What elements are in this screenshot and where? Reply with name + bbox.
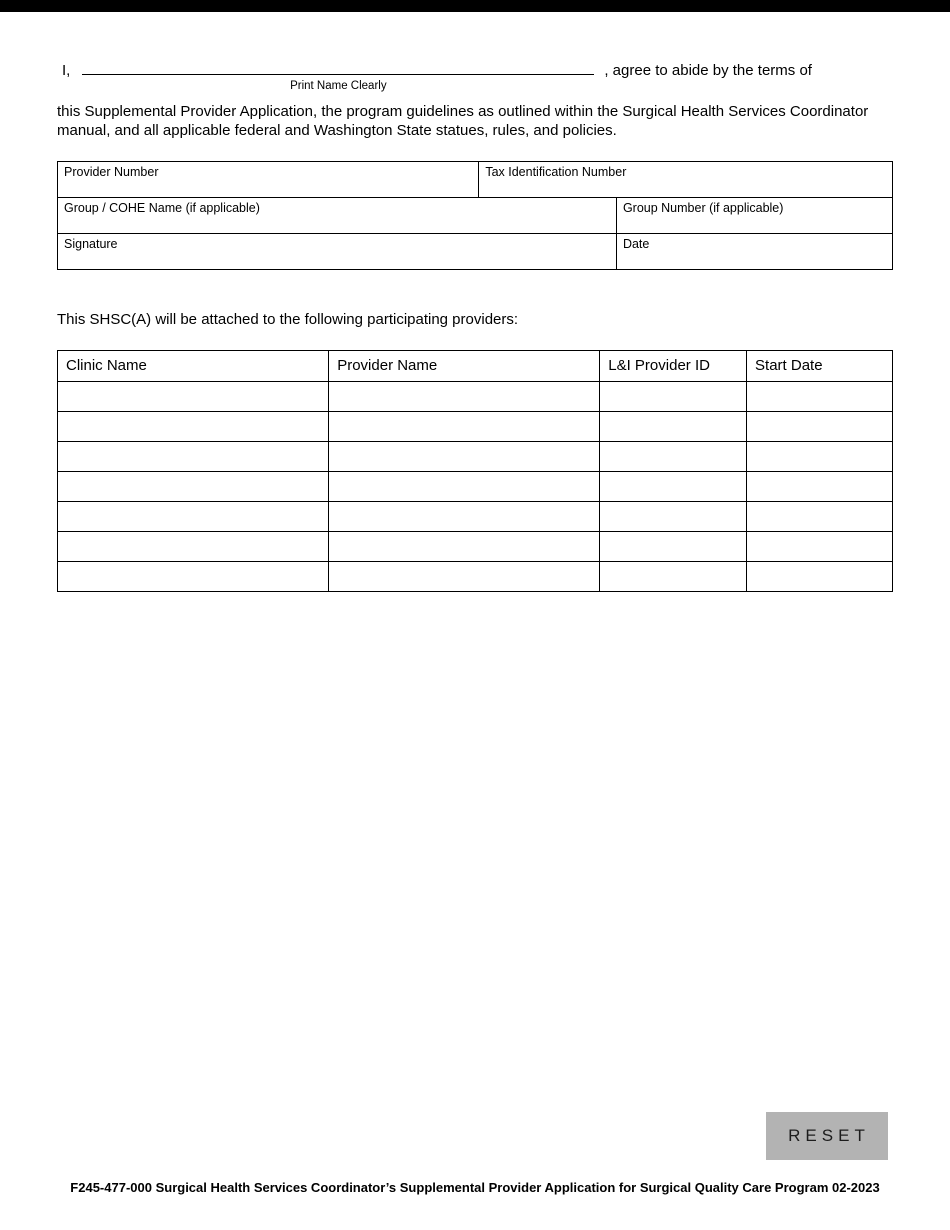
- agreement-intro-line: [57, 55, 893, 92]
- agreement-suffix: , agree to abide by the terms of: [604, 62, 812, 79]
- print-name-caption: Print Name Clearly: [290, 80, 387, 92]
- provider-name-cell[interactable]: [328, 382, 599, 411]
- top-bar: [0, 0, 950, 12]
- agreement-body-text: this Supplemental Provider Application, the program guidelines as outlined within the Surgical Health Services Coordinator manual, and all applicable federal and Washington State statues, rules, and policies.: [57, 103, 869, 139]
- group-number-label: Group Number (if applicable): [622, 201, 784, 215]
- clinic-name-cell[interactable]: [58, 382, 328, 411]
- clinic-name-cell[interactable]: [58, 442, 328, 471]
- table-row: [58, 381, 892, 411]
- participating-providers-table: [57, 350, 893, 592]
- provider-name-cell[interactable]: [328, 562, 599, 591]
- start-date-cell[interactable]: [746, 382, 892, 411]
- identification-fields-table: [57, 161, 893, 270]
- provider-name-cell[interactable]: [328, 472, 599, 501]
- provider-name-cell[interactable]: [328, 412, 599, 441]
- clinic-name-cell[interactable]: [58, 412, 328, 441]
- li-provider-id-cell[interactable]: [599, 532, 746, 561]
- table-row: [58, 471, 892, 501]
- form-footer: F245-477-000 Surgical Health Services Coordinator’s Supplemental Provider Application for Surgical Quality Care Program 02-2023: [70, 1180, 880, 1195]
- agreement-prefix: I,: [62, 62, 71, 79]
- provider-number-field[interactable]: [58, 162, 478, 197]
- clinic-name-cell[interactable]: [58, 532, 328, 561]
- li-provider-id-cell[interactable]: [599, 562, 746, 591]
- li-provider-id-cell[interactable]: [599, 412, 746, 441]
- tax-identification-number-field[interactable]: [478, 162, 892, 197]
- table-row: [58, 197, 892, 233]
- table-row: [58, 501, 892, 531]
- table-row: [58, 531, 892, 561]
- column-header-clinic-name: Clinic Name: [66, 357, 147, 374]
- column-header-li-provider-id: L&I Provider ID: [599, 351, 746, 381]
- clinic-name-cell[interactable]: [58, 472, 328, 501]
- provider-name-cell[interactable]: [328, 502, 599, 531]
- column-header-provider-name: Provider Name: [328, 351, 599, 381]
- table-row: [58, 162, 892, 197]
- li-provider-id-cell[interactable]: [599, 472, 746, 501]
- reset-button[interactable]: RESET: [766, 1112, 888, 1160]
- table-row: [58, 233, 892, 269]
- clinic-name-cell[interactable]: [58, 502, 328, 531]
- provider-number-label: Provider Number: [64, 165, 159, 179]
- start-date-cell[interactable]: [746, 502, 892, 531]
- group-cohe-name-label: Group / COHE Name (if applicable): [64, 201, 260, 215]
- group-number-field[interactable]: [616, 198, 892, 233]
- date-field[interactable]: [616, 234, 892, 269]
- start-date-cell[interactable]: [746, 412, 892, 441]
- providers-intro-text: This SHSC(A) will be attached to the following participating providers:: [57, 311, 519, 328]
- start-date-cell[interactable]: [746, 472, 892, 501]
- li-provider-id-cell[interactable]: [599, 382, 746, 411]
- signature-field[interactable]: [58, 234, 616, 269]
- print-name-field[interactable]: [82, 55, 594, 92]
- start-date-cell[interactable]: [746, 442, 892, 471]
- start-date-cell[interactable]: [746, 532, 892, 561]
- table-row: [58, 441, 892, 471]
- provider-name-cell[interactable]: [328, 442, 599, 471]
- start-date-cell[interactable]: [746, 562, 892, 591]
- table-row: [58, 411, 892, 441]
- table-header-row: [58, 351, 892, 381]
- signature-label: Signature: [64, 237, 118, 251]
- column-header-start-date: Start Date: [746, 351, 892, 381]
- provider-name-cell[interactable]: [328, 532, 599, 561]
- li-provider-id-cell[interactable]: [599, 502, 746, 531]
- table-row: [58, 561, 892, 591]
- clinic-name-cell[interactable]: [58, 562, 328, 591]
- date-label: Date: [622, 237, 650, 251]
- tax-identification-number-label: Tax Identification Number: [485, 165, 627, 179]
- group-cohe-name-field[interactable]: [58, 198, 616, 233]
- li-provider-id-cell[interactable]: [599, 442, 746, 471]
